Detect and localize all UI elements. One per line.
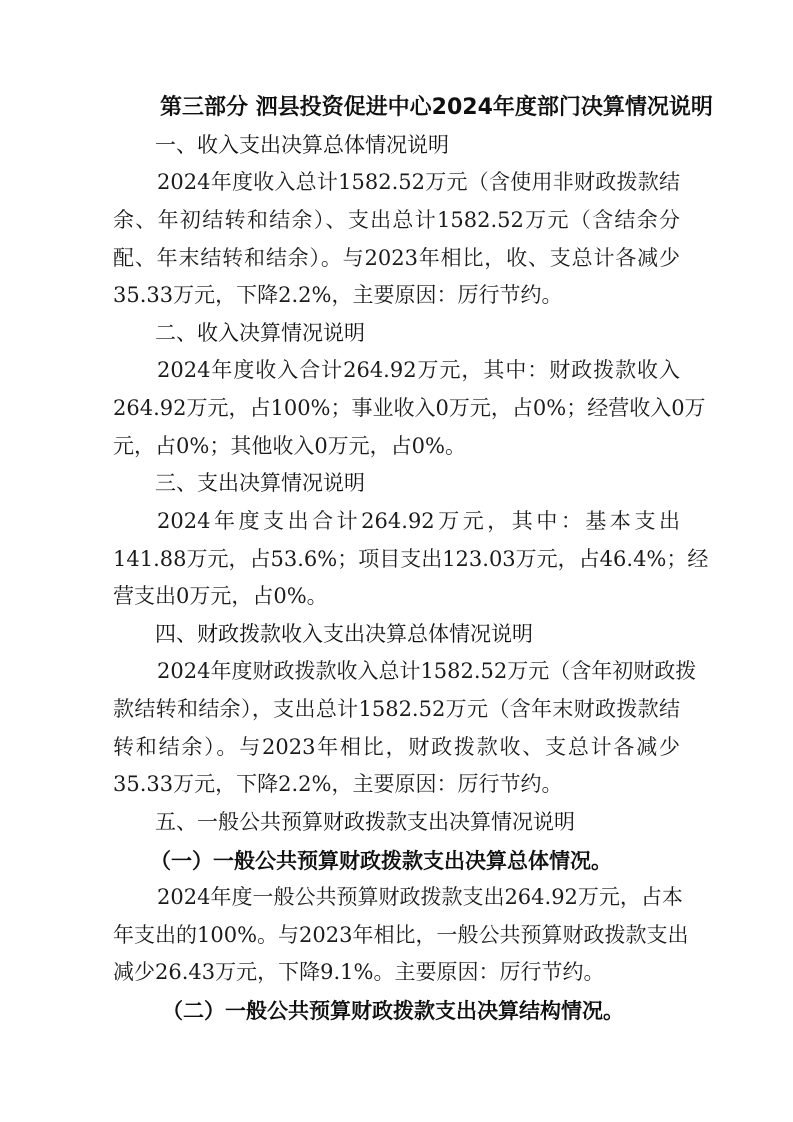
paragraph-line: 余、年初结转和结余）、支出总计1582.52万元（含结余分 bbox=[113, 207, 680, 232]
paragraph-line: 减少26.43万元，下降9.1%。主要原因：厉行节约。 bbox=[113, 960, 605, 985]
paragraph-line: 264.92万元，占100%；事业收入0万元，占0%；经营收入0万 bbox=[113, 396, 706, 420]
subsection-heading: （二）一般公共预算财政拨款支出决算结构情况。 bbox=[162, 998, 624, 1023]
document-content bbox=[113, 89, 713, 1030]
paragraph-line: 141.88万元，占53.6%；项目支出123.03万元，占46.4%；经 bbox=[113, 546, 709, 571]
section-heading: 一、收入支出决算总体情况说明 bbox=[155, 132, 449, 157]
section-heading: 三、支出决算情况说明 bbox=[155, 471, 365, 496]
paragraph-line: 2024年度收入总计1582.52万元（含使用非财政拨款结 bbox=[157, 170, 680, 195]
section-heading: 四、财政拨款收入支出决算总体情况说明 bbox=[155, 621, 533, 646]
subsection-heading: （一）一般公共预算财政拨款支出决算总体情况。 bbox=[150, 847, 612, 873]
paragraph-line: 2024年度财政拨款收入总计1582.52万元（含年初财政拨 bbox=[157, 659, 697, 684]
paragraph-line: 2024年度收入合计264.92万元，其中：财政拨款收入 bbox=[157, 358, 680, 383]
paragraph-line: 35.33万元，下降2.2%，主要原因：厉行节约。 bbox=[113, 772, 563, 797]
paragraph-line: 2024年度一般公共预算财政拨款支出264.92万元，占本 bbox=[157, 885, 683, 910]
page-title: 第三部分 泗县投资促进中心2024年度部门决算情况说明 bbox=[160, 95, 713, 120]
section-heading: 二、收入决算情况说明 bbox=[155, 320, 365, 345]
paragraph-line: 2024年度支出合计264.92万元，其中：基本支出 bbox=[157, 508, 680, 533]
paragraph-line: 配、年末结转和结余）。与2023年相比，收、支总计各减少 bbox=[113, 245, 680, 270]
paragraph-line: 款结转和结余），支出总计1582.52万元（含年末财政拨款结 bbox=[113, 697, 680, 721]
paragraph-line: 营支出0万元，占0%。 bbox=[113, 584, 328, 609]
paragraph-line: 元，占0%；其他收入0万元，占0%。 bbox=[113, 433, 466, 458]
paragraph-line: 35.33万元，下降2.2%，主要原因：厉行节约。 bbox=[113, 283, 563, 308]
paragraph-line: 年支出的100%。与2023年相比，一般公共预算财政拨款支出 bbox=[113, 922, 689, 947]
paragraph-line: 转和结余）。与2023年相比，财政拨款收、支总计各减少 bbox=[113, 734, 680, 759]
section-heading: 五、一般公共预算财政拨款支出决算情况说明 bbox=[155, 809, 575, 834]
